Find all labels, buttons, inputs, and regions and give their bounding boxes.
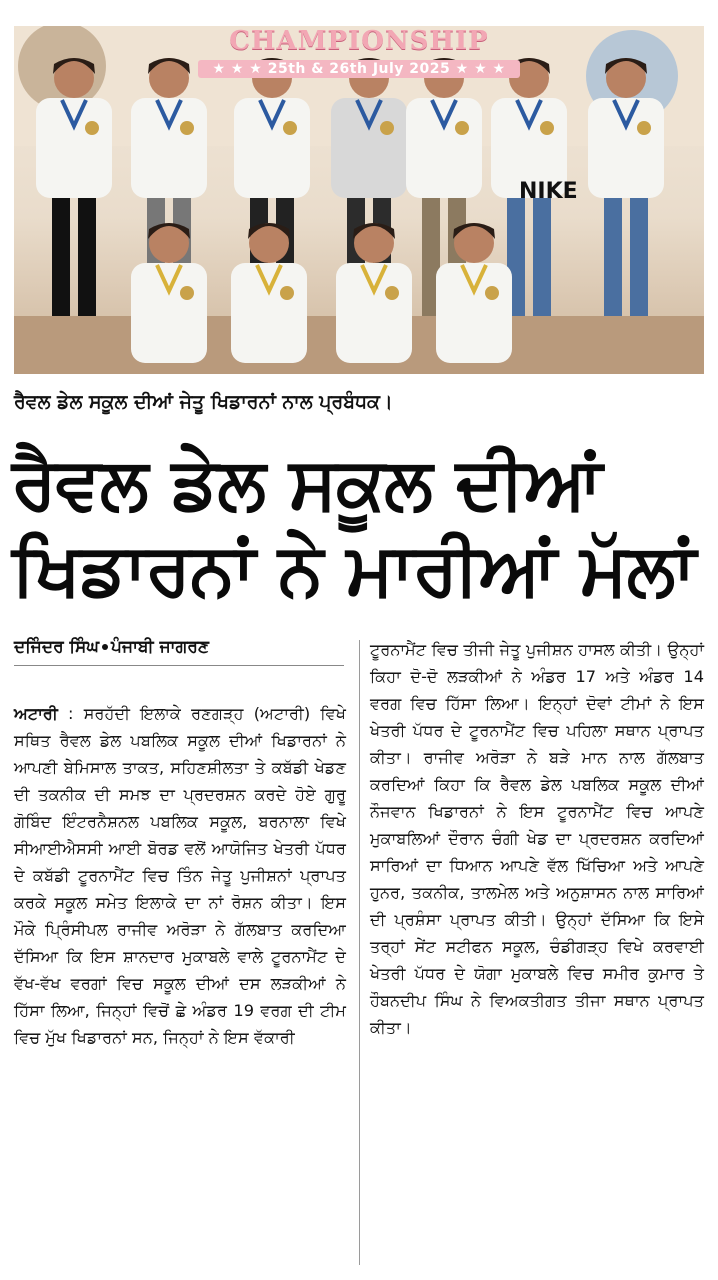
medal xyxy=(385,286,399,300)
byline-paper: ਪੰਜਾਬੀ ਜਾਗਰਣ xyxy=(111,637,209,657)
article-column-right xyxy=(370,636,704,1041)
banner-dates: ★ ★ ★ 25th & 26th July 2025 ★ ★ ★ xyxy=(198,60,519,78)
medal xyxy=(280,286,294,300)
torso xyxy=(588,98,664,198)
torso xyxy=(131,98,207,198)
byline xyxy=(14,637,344,666)
medal xyxy=(180,286,194,300)
torso xyxy=(36,98,112,198)
headline-line-2: ਖਿਡਾਰਨਾਂ ਨੇ ਮਾਰੀਆਂ ਮੱਲਾਂ xyxy=(12,527,695,611)
medal xyxy=(637,121,651,135)
right-column-text: ਟੂਰਨਾਮੈਂਟ ਵਿਚ ਤੀਜੀ ਜੇਤੂ ਪੁਜੀਸ਼ਨ ਹਾਸਲ ਕੀਤੀ। ਉਨ੍ਹਾਂ ਕਿਹਾ ਦੋ-ਦੋ ਲੜਕੀਆਂ ਨੇ ਅੰਡਰ 17 ਅਤੇ ਅੰਡਰ 14 ਵਰਗ ਵਿਚ ਹਿੱਸਾ ਲਿਆ। ਇਨ੍ਹਾਂ ਦੋਵਾਂ ਟੀਮਾਂ ਨੇ ਇਸ ਖੇਤਰੀ ਪੱਧਰ ਦੇ ਟੂਰਨਾਮੈਂਟ ਵਿਚ ਪਹਿਲਾ ਸਥਾਨ ਪ੍ਰਾਪਤ ਕੀਤਾ। ਰਾਜੀਵ ਅਰੋੜਾ ਨੇ ਬੜੇ ਮਾਨ ਨਾਲ ਗੱਲਬਾਤ ਕਰਦਿਆਂ ਕਿਹਾ ਕਿ ਰੈਵਲ ਡੇਲ ਪਬਲਿਕ ਸਕੂਲ ਦੀਆਂ ਨੌਜਵਾਨ ਖਿਡਾਰਨਾਂ ਨੇ ਇਸ ਟੂਰਨਾਮੈਂਟ ਵਿਚ ਆਪਣੇ ਮੁਕਾਬਲਿਆਂ ਦੌਰਾਨ ਚੰਗੀ ਖੇਡ ਦਾ ਪ੍ਰਦਰਸ਼ਨ ਕਰਦਿਆਂ ਸਾਰਿਆਂ ਦਾ ਧਿਆਨ ਆਪਣੇ ਵੱਲ ਖਿੱਚਿਆ ਅਤੇ ਆਪਣੇ ਹੁਨਰ, ਤਕਨੀਕ, ਤਾਲਮੇਲ ਅਤੇ ਅਨੁਸ਼ਾਸਨ ਨਾਲ ਸਾਰਿਆਂ ਦੀ ਪ੍ਰਸ਼ੰਸਾ ਪ੍ਰਾਪਤ ਕੀਤੀ। ਉਨ੍ਹਾਂ ਦੱਸਿਆ ਕਿ ਇਸੇ ਤਰ੍ਹਾਂ ਸੇਂਟ ਸਟੀਫਨ ਸਕੂਲ, ਚੰਡੀਗੜ੍ਹ ਵਿਖੇ ਕਰਵਾਈ ਖੇਤਰੀ ਪੱਧਰ ਦੇ ਯੋਗਾ ਮੁਕਾਬਲੇ ਵਿਚ ਸਮੀਰ ਕੁਮਾਰ ਤੇ ਹੌਬਨਦੀਪ ਸਿੰਘ ਨੇ ਵਿਅਕਤੀਗਤ ਤੀਜਾ ਸਥਾਨ ਪ੍ਰਾਪਤ ਕੀਤਾ। xyxy=(370,640,704,1037)
torso xyxy=(231,263,307,363)
banner-title: CHAMPIONSHIP xyxy=(229,26,489,56)
medal xyxy=(283,121,297,135)
torso xyxy=(131,263,207,363)
medal xyxy=(485,286,499,300)
headline xyxy=(12,440,708,612)
column-divider xyxy=(359,640,360,1265)
legs xyxy=(52,186,70,316)
article-column-left xyxy=(14,700,346,1051)
legs xyxy=(533,186,551,316)
dateline: ਅਟਾਰੀ xyxy=(14,704,58,723)
group-photo xyxy=(14,26,704,374)
player-figure xyxy=(436,223,512,363)
torso xyxy=(234,98,310,198)
medal xyxy=(380,121,394,135)
medal xyxy=(85,121,99,135)
legs xyxy=(604,186,622,316)
left-column-text: : ਸਰਹੱਦੀ ਇਲਾਕੇ ਰਣਗੜ੍ਹ (ਅਟਾਰੀ) ਵਿਖੇ ਸਥਿਤ ਰੈਵਲ ਡੇਲ ਪਬਲਿਕ ਸਕੂਲ ਦੀਆਂ ਖਿਡਾਰਨਾਂ ਨੇ ਆਪਣੀ ਬੇਮਿਸਾਲ ਤਾਕਤ, ਸਹਿਣਸ਼ੀਲਤਾ ਤੇ ਕਬੱਡੀ ਖੇਡਣ ਦੀ ਤਕਨੀਕ ਦੀ ਸਮਝ ਦਾ ਪ੍ਰਦਰਸ਼ਨ ਕਰਦੇ ਹੋਏ ਗੁਰੂ ਗੋਬਿੰਦ ਇੰਟਰਨੈਸ਼ਨਲ ਪਬਲਿਕ ਸਕੂਲ, ਬਰਨਾਲਾ ਵਿਖੇ ਸੀਆਈਐਸਸੀ ਆਈ ਬੋਰਡ ਵਲੋਂ ਆਯੋਜਿਤ ਖੇਤਰੀ ਪੱਧਰ ਦੇ ਕਬੱਡੀ ਟੂਰਨਾਮੈਂਟ ਵਿਚ ਤਿੰਨ ਜੇਤੂ ਪੁਜੀਸ਼ਨਾਂ ਪ੍ਰਾਪਤ ਕਰਕੇ ਸਕੂਲ ਸਮੇਤ ਇਲਾਕੇ ਦਾ ਨਾਂ ਰੋਸ਼ਨ ਕੀਤਾ। ਇਸ ਮੌਕੇ ਪ੍ਰਿੰਸੀਪਲ ਰਾਜੀਵ ਅਰੋੜਾ ਨੇ ਗੱਲਬਾਤ ਕਰਦਿਆ ਦੱਸਿਆ ਕਿ ਇਸ ਸ਼ਾਨਦਾਰ ਮੁਕਾਬਲੇ ਵਾਲੇ ਟੂਰਨਾਮੈਂਟ ਦੇ ਵੱਖ-ਵੱਖ ਵਰਗਾਂ ਵਿਚ ਸਕੂਲ ਦੀਆਂ ਦਸ ਲੜਕੀਆਂ ਨੇ ਹਿੱਸਾ ਲਿਆ, ਜਿਨ੍ਹਾਂ ਵਿਚੋਂ ਛੇ ਅੰਡਰ 19 ਵਰਗ ਦੀ ਟੀਮ ਵਿਚ ਮੁੱਖ ਖਿਡਾਰਨਾਂ ਸਨ, ਜਿਨ੍ਹਾਂ ਨੇ ਇਸ ਵੱਕਾਰੀ xyxy=(14,704,346,1047)
championship-banner xyxy=(189,26,529,102)
torso xyxy=(336,263,412,363)
medal xyxy=(180,121,194,135)
torso xyxy=(436,263,512,363)
legs xyxy=(78,186,96,316)
byline-author: ਦਜਿੰਦਰ ਸਿੰਘ xyxy=(14,637,99,657)
medal xyxy=(455,121,469,135)
shirt-logo-text: NIKE xyxy=(519,179,578,204)
player-figure xyxy=(131,223,207,363)
photo-caption: ਰੈਵਲ ਡੇਲ ਸਕੂਲ ਦੀਆਂ ਜੇਤੂ ਖਿਡਾਰਨਾਂ ਨਾਲ ਪ੍ਰਬੰਧਕ। xyxy=(14,391,393,413)
player-figure xyxy=(231,223,307,363)
torso xyxy=(331,98,407,198)
medal xyxy=(540,121,554,135)
torso xyxy=(406,98,482,198)
headline-line-1: ਰੈਵਲ ਡੇਲ ਸਕੂਲ ਦੀਆਂ xyxy=(12,441,602,525)
byline-separator xyxy=(102,644,108,650)
legs xyxy=(630,186,648,316)
